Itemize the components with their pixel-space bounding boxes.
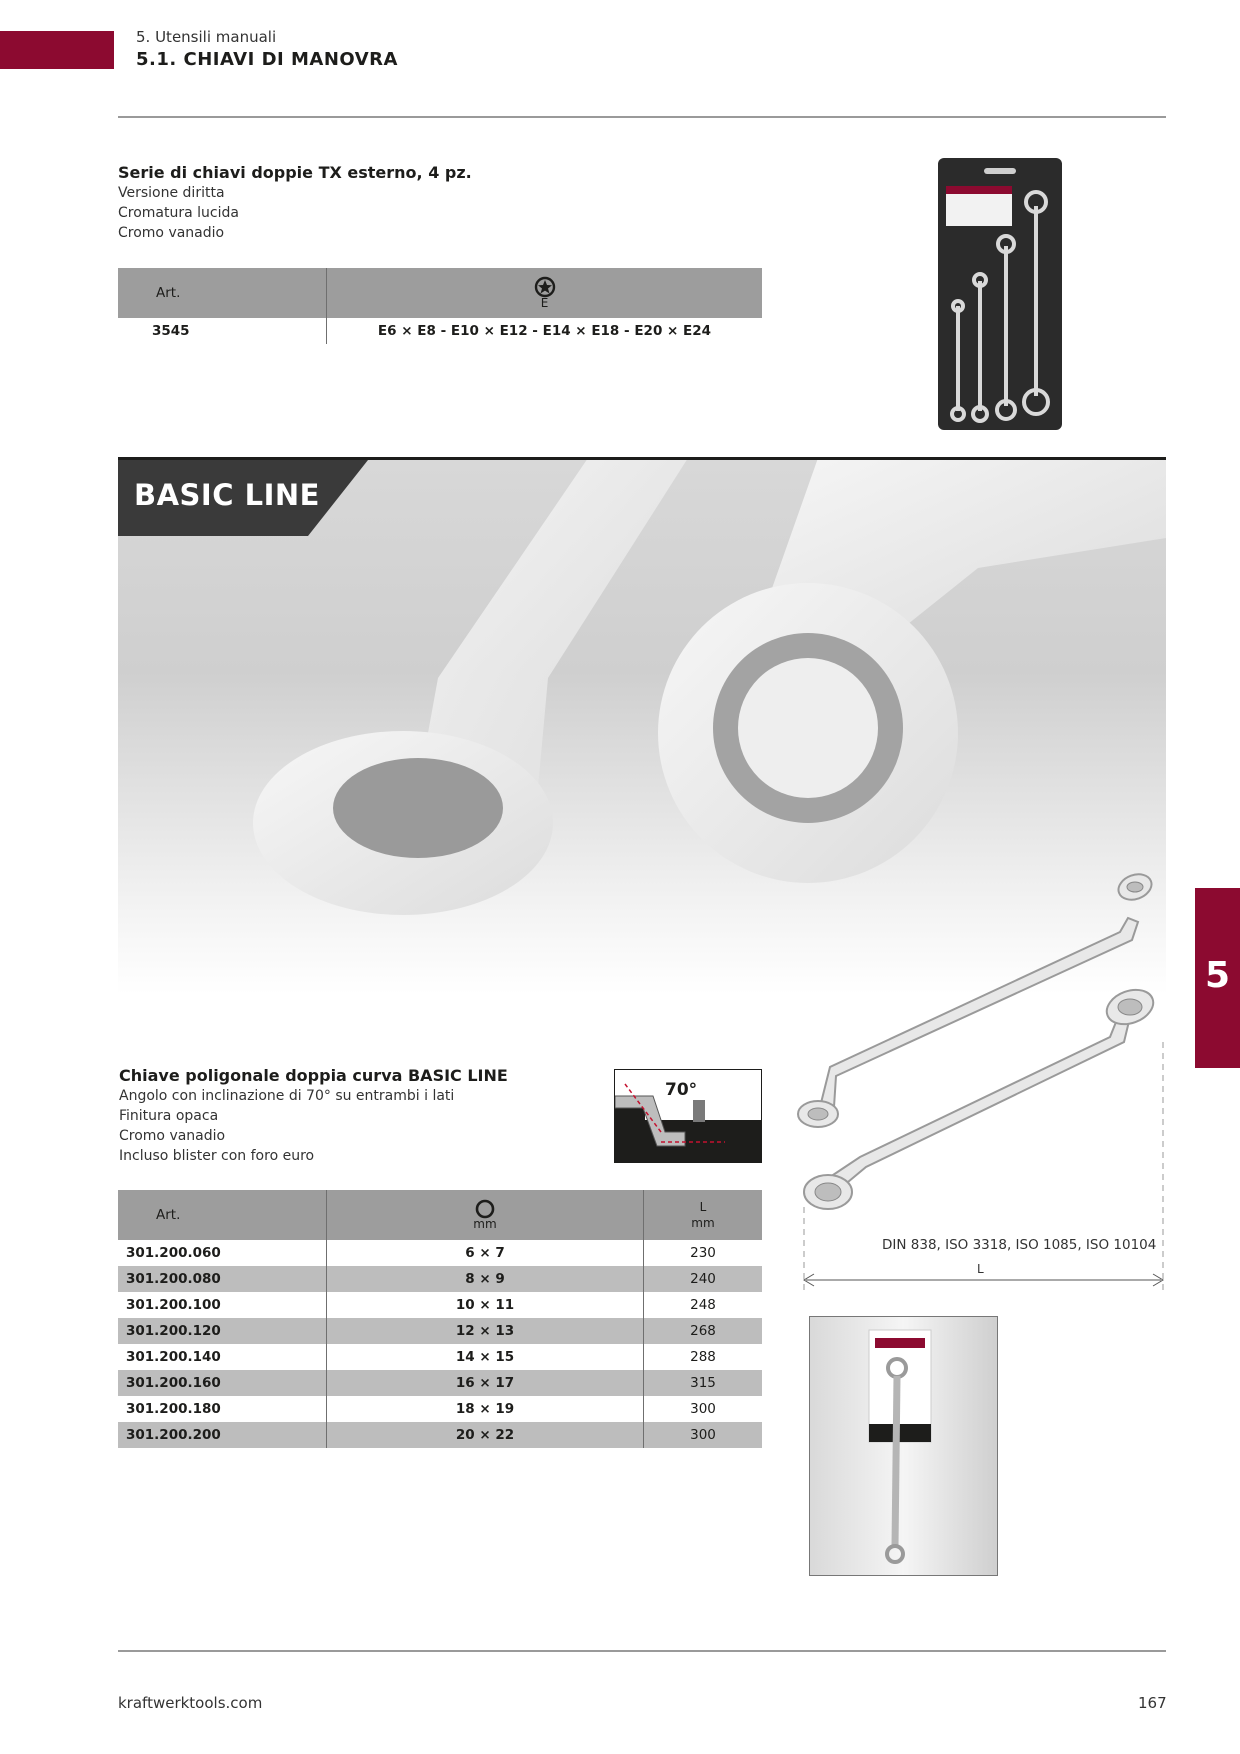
- table-cell-length: 288: [644, 1344, 763, 1370]
- feature-line: Cromatura lucida: [118, 205, 239, 221]
- standards-note: DIN 838, ISO 3318, ISO 1085, ISO 10104: [882, 1237, 1157, 1253]
- table-cell-length: 300: [644, 1422, 763, 1448]
- section-title: 5.1. CHIAVI DI MANOVRA: [136, 49, 398, 70]
- product2-title: Chiave poligonale doppia curva BASIC LINE: [119, 1066, 508, 1085]
- table-cell-art: 301.200.200: [118, 1422, 327, 1448]
- footer-website: kraftwerktools.com: [118, 1694, 263, 1712]
- feature-line: Finitura opaca: [119, 1108, 219, 1124]
- table-cell-art: 301.200.140: [126, 1349, 221, 1365]
- product2-features: [119, 1086, 454, 1166]
- table-cell-size: 20 × 22: [327, 1422, 644, 1448]
- header-divider: [118, 116, 1166, 118]
- table-cell-length: 230: [644, 1240, 763, 1266]
- table-cell-size: 6 × 7: [327, 1240, 644, 1266]
- table-cell-art: 301.200.060: [126, 1245, 221, 1261]
- chapter-title: 5. Utensili manuali: [136, 28, 277, 46]
- footer-divider: [118, 1650, 1166, 1652]
- col-header-length-sub: mm: [691, 1216, 715, 1230]
- table-cell-art: 301.200.080: [118, 1266, 327, 1292]
- table-cell-length: 248: [644, 1292, 763, 1318]
- table-cell-art: 301.200.180: [126, 1401, 221, 1417]
- chapter-side-tab-number: 5: [1204, 955, 1231, 996]
- banner-label: BASIC LINE: [134, 478, 320, 512]
- feature-line: Versione diritta: [118, 185, 225, 201]
- feature-line: Incluso blister con foro euro: [119, 1148, 315, 1164]
- header-accent-band: [0, 31, 114, 69]
- product1-blister-image: [936, 156, 1064, 432]
- col-header-art: Art.: [118, 1190, 327, 1240]
- page-number: 167: [1138, 1694, 1167, 1712]
- feature-line: Cromo vanadio: [118, 225, 225, 241]
- col-header-size-sub: E: [540, 296, 549, 310]
- table-cell-art: 301.200.160: [118, 1370, 327, 1396]
- table-cell-length: 315: [644, 1370, 763, 1396]
- table-cell-size: 16 × 17: [327, 1370, 644, 1396]
- table-cell-size: E6 × E8 - E10 × E12 - E14 × E18 - E20 × E24: [327, 318, 763, 344]
- col-header-size: [327, 1190, 644, 1240]
- torx-external-icon: [534, 276, 556, 298]
- table-cell-length: 300: [644, 1396, 763, 1422]
- feature-line: Cromo vanadio: [119, 1128, 226, 1144]
- table-cell-art: 301.200.100: [126, 1297, 221, 1313]
- angle-label: 70°: [665, 1080, 698, 1100]
- table-cell-length: 268: [644, 1318, 763, 1344]
- table-cell-size: 12 × 13: [327, 1318, 644, 1344]
- product2-blister-image: [809, 1316, 998, 1576]
- wrench-dimension-drawing: [790, 862, 1166, 1292]
- table-cell-size: 8 × 9: [327, 1266, 644, 1292]
- banner-top-rule: [118, 457, 1166, 460]
- table-cell-size: 10 × 11: [327, 1292, 644, 1318]
- angle-diagram: [614, 1069, 762, 1163]
- col-header-art: Art.: [118, 268, 327, 318]
- feature-line: Angolo con inclinazione di 70° su entrambi i lati: [119, 1088, 455, 1104]
- product2-table: [118, 1190, 762, 1448]
- product1-title: Serie di chiavi doppie TX esterno, 4 pz.: [118, 163, 472, 182]
- table-cell-size: 14 × 15: [327, 1344, 644, 1370]
- col-header-length: [644, 1190, 763, 1240]
- dimension-label: L: [977, 1262, 984, 1276]
- product1-features: [118, 183, 239, 243]
- ring-icon: [474, 1199, 496, 1219]
- table-cell-length: 240: [644, 1266, 763, 1292]
- col-header-size: [327, 268, 763, 318]
- col-header-size-sub: mm: [473, 1217, 497, 1231]
- col-header-length-label: L: [699, 1200, 707, 1214]
- table-cell-art: 301.200.120: [118, 1318, 327, 1344]
- table-cell-size: 18 × 19: [327, 1396, 644, 1422]
- product1-table: [118, 268, 762, 344]
- table-cell-art: 3545: [152, 323, 190, 339]
